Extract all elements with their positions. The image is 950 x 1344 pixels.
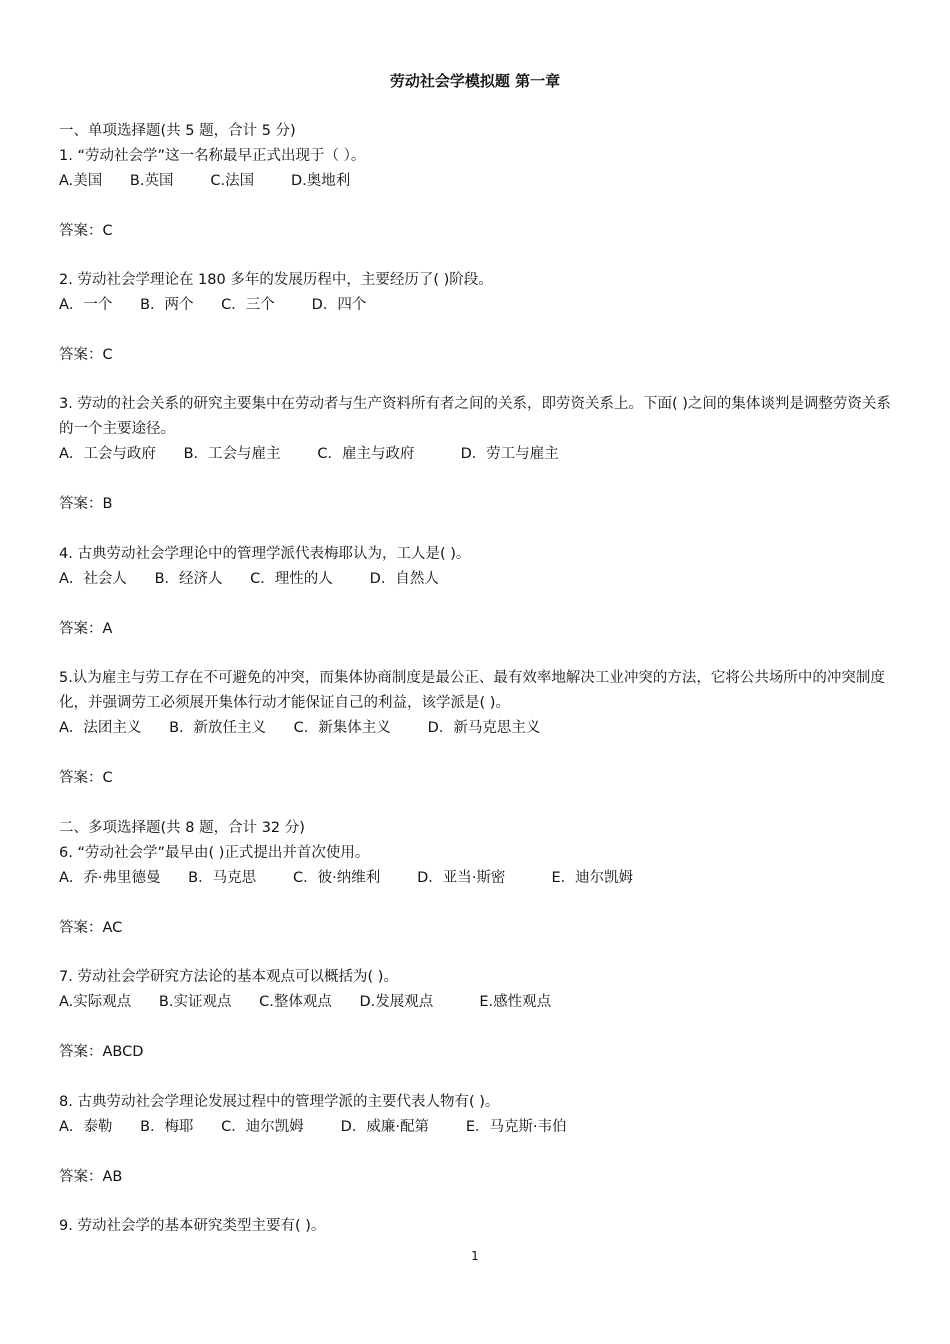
- question-5-stem: 5.认为雇主与劳工存在不可避免的冲突，而集体协商制度是最公正、最有效率地解决工业冲突的方法，它将公共场所中的冲突制度化，并强调劳工必须展开集体行动才能保证自己的利益，该学派是( )。: [59, 670, 885, 711]
- question-4-answer: 答案：A: [59, 621, 113, 637]
- question-2-options: A．一个 B．两个 C．三个 D．四个: [59, 297, 367, 313]
- question-2-stem: 2. 劳动社会学理论在 180 多年的发展历程中，主要经历了( )阶段。: [59, 272, 493, 288]
- question-7-options: A.实际观点 B.实证观点 C.整体观点 D.发展观点 E.感性观点: [59, 994, 552, 1010]
- question-5-answer: 答案：C: [59, 770, 113, 786]
- question-7-stem: 7. 劳动社会学研究方法论的基本观点可以概括为( )。: [59, 969, 398, 985]
- section-heading-single-choice: 一、单项选择题(共 5 题，合计 5 分): [59, 123, 296, 139]
- question-8-options: A．泰勒 B．梅耶 C．迪尔凯姆 D．威廉·配第 E．马克斯·韦伯: [59, 1119, 567, 1135]
- question-4-options: A．社会人 B．经济人 C．理性的人 D．自然人: [59, 571, 439, 587]
- document-title: 劳动社会学模拟题 第一章: [389, 72, 561, 90]
- question-2-answer: 答案：C: [59, 347, 113, 363]
- question-6-stem: 6. “劳动社会学”最早由( )正式提出并首次使用。: [59, 845, 370, 861]
- page-number: 1: [471, 1249, 479, 1263]
- question-1-options: A.美国 B.英国 C.法国 D.奥地利: [59, 173, 351, 189]
- question-4-stem: 4. 古典劳动社会学理论中的管理学派代表梅耶认为，工人是( )。: [59, 546, 471, 562]
- question-7-answer: 答案：ABCD: [59, 1044, 144, 1060]
- question-8-stem: 8. 古典劳动社会学理论发展过程中的管理学派的主要代表人物有( )。: [59, 1094, 500, 1110]
- question-8-answer: 答案：AB: [59, 1169, 123, 1185]
- question-3-stem: 3. 劳动的社会关系的研究主要集中在劳动者与生产资料所有者之间的关系，即劳资关系上。下面( )之间的集体谈判是调整劳资关系的一个主要途径。: [59, 396, 891, 437]
- question-5-options: A．法团主义 B．新放任主义 C．新集体主义 D．新马克思主义: [59, 720, 541, 736]
- question-3-options: A．工会与政府 B．工会与雇主 C．雇主与政府 D．劳工与雇主: [59, 446, 559, 462]
- question-6-answer: 答案：AC: [59, 920, 123, 936]
- question-6-options: A．乔·弗里德曼 B．马克思 C．彼·纳维利 D．亚当·斯密 E．迪尔凯姆: [59, 870, 634, 886]
- question-1-answer: 答案：C: [59, 223, 113, 239]
- question-3-answer: 答案：B: [59, 496, 113, 512]
- section-heading-multiple-choice: 二、多项选择题(共 8 题，合计 32 分): [59, 820, 305, 836]
- question-9-stem: 9. 劳动社会学的基本研究类型主要有( )。: [59, 1218, 326, 1234]
- question-1-stem: 1. “劳动社会学”这一名称最早正式出现于（ ）。: [59, 148, 366, 164]
